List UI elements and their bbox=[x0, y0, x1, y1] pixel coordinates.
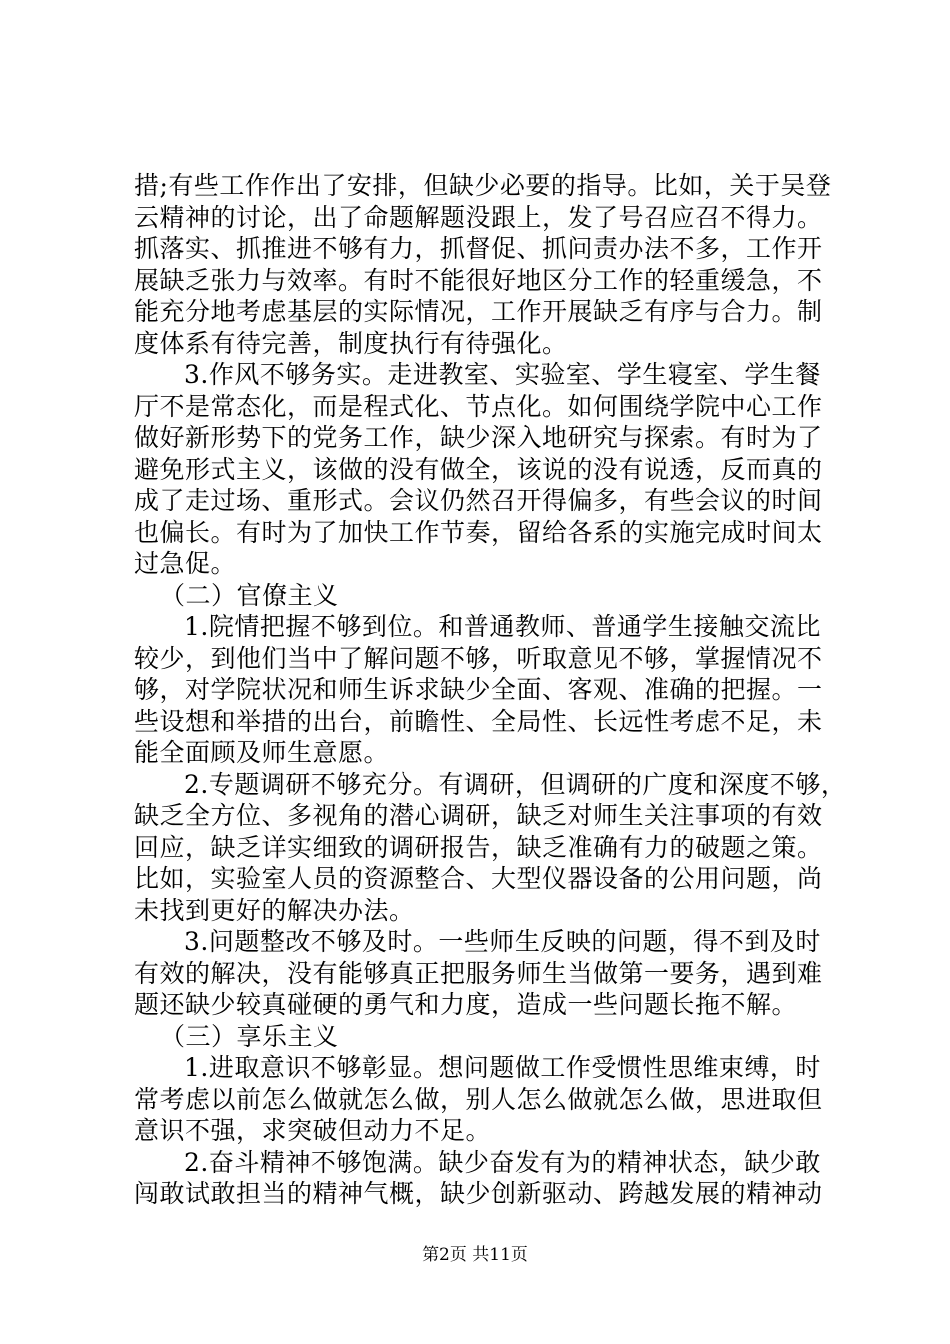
text-line: 有效的解决，没有能够真正把服务师生当做第一要务，遇到难 bbox=[134, 958, 823, 988]
text-line: 闯敢试敢担当的精神气概，缺少创新驱动、跨越发展的精神动 bbox=[134, 1179, 823, 1208]
paragraph-start: 1.进取意识不够彰显。想问题做工作受惯性思维束缚，时 bbox=[184, 1053, 821, 1082]
paragraph-start: 3.作风不够务实。走进教室、实验室、学生寝室、学生餐 bbox=[184, 360, 821, 389]
text-line: 度体系有待完善，制度执行有待强化。 bbox=[134, 328, 568, 358]
text-line: 避免形式主义，该做的没有做全，该说的没有说透，反而真的 bbox=[134, 454, 823, 484]
section-heading: （三）享乐主义 bbox=[160, 1021, 339, 1051]
paragraph-start: 2.专题调研不够充分。有调研，但调研的广度和深度不够， bbox=[184, 769, 847, 799]
text-line: 未找到更好的解决办法。 bbox=[134, 895, 415, 925]
paragraph-start: 2.奋斗精神不够饱满。缺少奋发有为的精神状态，缺少敢 bbox=[184, 1147, 821, 1177]
text-line: 意识不强，求突破但动力不足。 bbox=[134, 1116, 492, 1145]
text-line: 做好新形势下的党务工作，缺少深入地研究与探索。有时为了 bbox=[134, 423, 823, 452]
text-line: 能充分地考虑基层的实际情况，工作开展缺乏有序与合力。制 bbox=[134, 297, 823, 326]
text-line: 云精神的讨论，出了命题解题没跟上，发了号召应召不得力。 bbox=[134, 202, 823, 232]
text-line: 成了走过场、重形式。会议仍然召开得偏多，有些会议的时间 bbox=[134, 486, 823, 515]
paragraph-start: 3.问题整改不够及时。一些师生反映的问题，得不到及时 bbox=[184, 927, 821, 956]
text-line: 够，对学院状况和师生诉求缺少全面、客观、准确的把握。一 bbox=[134, 675, 823, 704]
text-line: 比如，实验室人员的资源整合、大型仪器设备的公用问题，尚 bbox=[134, 864, 823, 893]
text-line: 过急促。 bbox=[134, 549, 237, 578]
text-line: 措;有些工作作出了安排，但缺少必要的指导。比如，关于吴登 bbox=[134, 171, 832, 200]
text-line: 缺乏全方位、多视角的潜心调研，缺乏对师生关注事项的有效 bbox=[134, 801, 823, 830]
text-line: 抓落实、抓推进不够有力，抓督促、抓问责办法不多，工作开 bbox=[134, 234, 823, 263]
text-line: 能全面顾及师生意愿。 bbox=[134, 738, 390, 767]
page-number-footer: 第2页 共11页 bbox=[422, 1245, 528, 1265]
text-line: 些设想和举措的出台，前瞻性、全局性、长远性考虑不足，未 bbox=[134, 706, 823, 736]
text-line: 展缺乏张力与效率。有时不能很好地区分工作的轻重缓急，不 bbox=[134, 265, 823, 295]
text-line: 常考虑以前怎么做就怎么做，别人怎么做就怎么做，思进取但 bbox=[134, 1084, 823, 1114]
text-line: 题还缺少较真碰硬的勇气和力度，造成一些问题长拖不解。 bbox=[134, 990, 798, 1019]
text-line: 较少，到他们当中了解问题不够，听取意见不够，掌握情况不 bbox=[134, 643, 823, 673]
document-body bbox=[134, 170, 847, 1210]
text-line: 也偏长。有时为了加快工作节奏，留给各系的实施完成时间太 bbox=[134, 517, 823, 547]
text-line: 回应，缺乏详实细致的调研报告，缺乏准确有力的破题之策。 bbox=[134, 832, 823, 862]
section-heading: （二）官僚主义 bbox=[160, 580, 339, 610]
text-line: 厅不是常态化，而是程式化、节点化。如何围绕学院中心工作 bbox=[134, 391, 823, 421]
paragraph-start: 1.院情把握不够到位。和普通教师、普通学生接触交流比 bbox=[184, 612, 821, 641]
